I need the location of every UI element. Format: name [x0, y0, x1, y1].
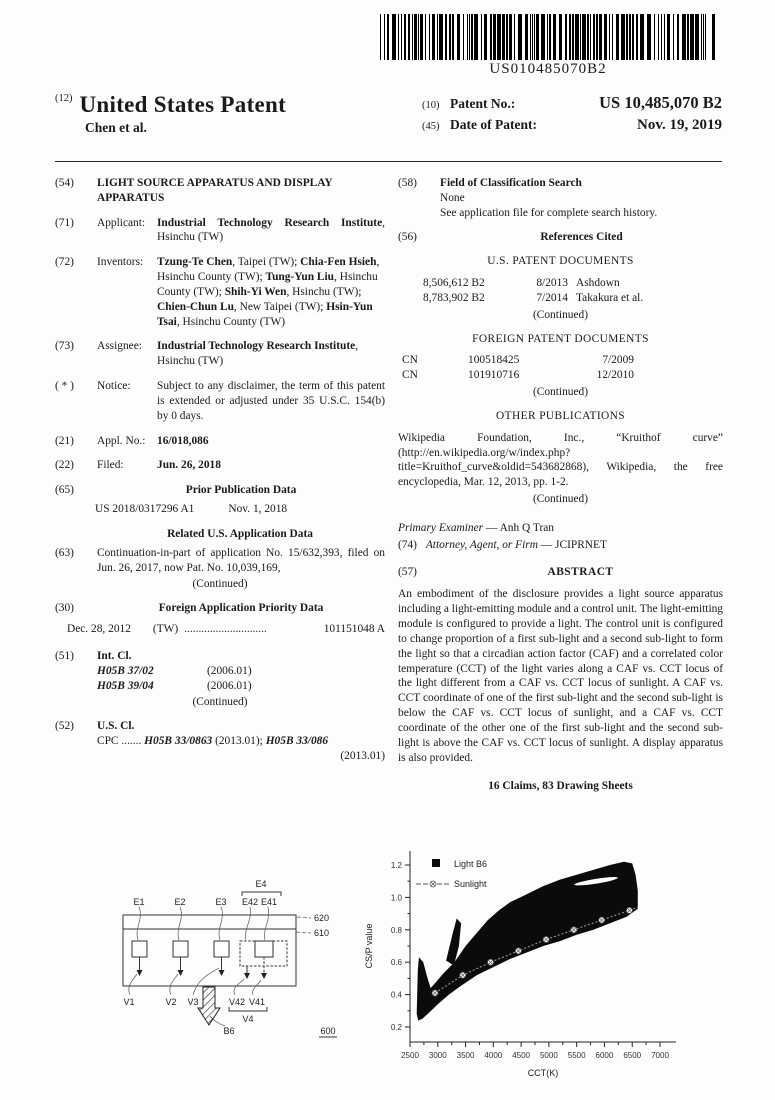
leader-v1 — [129, 974, 137, 995]
foreign-date: 12/2010 — [596, 369, 634, 382]
element-e2-box — [173, 941, 188, 957]
y-tick-label: 1.2 — [390, 861, 402, 870]
y-tick-label: 0.8 — [390, 925, 402, 935]
us-cl-label: U.S. Cl. — [97, 720, 135, 733]
tag-73: (73) — [55, 340, 74, 353]
barcode-number: US010485070B2 — [489, 61, 607, 77]
tag-72: (72) — [55, 256, 74, 269]
x-tick-label: 4500 — [512, 1051, 531, 1060]
assignee-label: Assignee: — [97, 340, 142, 353]
header-right — [422, 93, 722, 136]
x-tick-label: 6000 — [595, 1051, 614, 1060]
related-app-heading: Related U.S. Application Data — [167, 527, 313, 540]
int-cl-label: Int. Cl. — [97, 649, 132, 662]
label-v1: V1 — [123, 997, 135, 1007]
tag-52: (52) — [55, 720, 74, 733]
label-v2: V2 — [165, 997, 177, 1007]
cpc-line: CPC ....... H05B 33/0863 (2013.01); H05B 33/086 — [97, 735, 329, 748]
foreign-patent-row — [398, 368, 723, 383]
tag-63: (63) — [55, 546, 74, 559]
field-72 — [55, 255, 385, 329]
field-58 — [398, 176, 723, 220]
right-column — [398, 176, 723, 794]
title-line — [55, 93, 286, 116]
element-e3-box — [214, 941, 229, 957]
field-52 — [55, 719, 385, 763]
related-continued: (Continued) — [192, 578, 248, 591]
attorney-value: — JCIPRNET — [537, 538, 607, 551]
inventors-list: Tzung-Te Chen, Taipei (TW); Chia-Fen Hsieh, Hsinchu County (TW); Tung-Yun Liu, Hsinchu County (TW); Shih-Yi Wen, Hsinchu (TW); Chien-Chun Lu, New Taipei (TW); Hsin-Yun Tsai, Hsinchu County (TW) — [157, 256, 380, 328]
figure-number: 600 — [320, 1026, 336, 1036]
tag-56: (56) — [398, 231, 417, 244]
label-e3: E3 — [215, 897, 227, 907]
leader-e3 — [219, 907, 222, 940]
applicant-value: Industrial Technology Research Institute, Hsinchu (TW) — [157, 216, 385, 244]
attorney-line — [398, 538, 723, 553]
applicant-label: Applicant: — [97, 216, 146, 229]
caf-cct-chart — [358, 843, 735, 1095]
tag-51: (51) — [55, 649, 74, 662]
filed-value: Jun. 26, 2018 — [157, 459, 221, 472]
label-v3: V3 — [187, 997, 199, 1007]
primary-examiner-line — [398, 521, 723, 536]
tag-21: (21) — [55, 434, 74, 447]
leader-e2 — [178, 907, 181, 940]
field-30 — [55, 601, 385, 616]
field-71 — [55, 216, 385, 246]
tag-74: (74) — [398, 538, 417, 551]
primary-examiner-value: — Anh Q Tran — [483, 521, 554, 534]
tag-57: (57) — [398, 565, 417, 578]
x-tick-label: 6500 — [623, 1051, 642, 1060]
field-51 — [55, 649, 385, 693]
label-e4: E4 — [255, 879, 267, 889]
foreign-patent-docs-heading: FOREIGN PATENT DOCUMENTS — [472, 332, 649, 345]
x-tick-label: 2500 — [401, 1051, 419, 1060]
foreign-country: CN — [402, 354, 418, 367]
attorney-label: Attorney, Agent, or Firm — [425, 538, 538, 551]
patent-header — [55, 93, 722, 136]
other-publications-continued: (Continued) — [532, 493, 589, 506]
other-publications-text: Wikipedia Foundation, Inc., “Kruithof curve” (http://en.wikipedia.org/w/index.php?title=Kruithof_curve&oldid=543682868), Wikipedia, the free encyclopedia, Mar. 12, 2013, pp. 1-2. — [398, 431, 723, 489]
int-cl-class: H05B 37/02 — [97, 664, 154, 677]
references-cited-heading: References Cited — [540, 231, 623, 244]
us-patent-no: 8,506,612 B2 — [423, 277, 485, 290]
legend-light-b6: Light B6 — [454, 859, 488, 869]
us-patent-date: 8/2013 — [536, 277, 568, 290]
primary-examiner-label: Primary Examiner — [398, 521, 484, 534]
us-patents-continued: (Continued) — [532, 308, 589, 321]
appl-no-label: Appl. No.: — [97, 434, 146, 447]
patent-number-label: Patent No.: — [450, 96, 516, 111]
leader-e41 — [264, 907, 268, 940]
barcode-image — [378, 14, 718, 60]
label-e41: E41 — [260, 897, 278, 907]
element-e41-box — [255, 941, 273, 957]
combined-light-arrow-b6 — [198, 987, 220, 1025]
priority-number: 101151048 A — [323, 623, 385, 636]
label-b6: B6 — [223, 1026, 235, 1036]
leader-620 — [297, 917, 311, 918]
us-patent-date: 7/2014 — [536, 291, 568, 304]
patent-number-row — [422, 93, 722, 113]
tag-10: (10) — [422, 100, 440, 111]
label-620: 620 — [314, 913, 330, 923]
prior-pub-date: Nov. 1, 2018 — [228, 503, 288, 516]
field-22 — [55, 458, 385, 473]
tag-22: (22) — [55, 459, 74, 472]
left-column — [55, 176, 385, 774]
label-610: 610 — [314, 928, 330, 938]
x-tick-label: 4000 — [484, 1051, 503, 1060]
foreign-patent-rows — [398, 353, 723, 383]
us-patent-rows — [398, 276, 723, 306]
priority-data-row — [55, 622, 385, 637]
prior-pub-heading: Prior Publication Data — [185, 484, 297, 497]
abstract-heading-row — [398, 565, 723, 580]
us-patent-name: Ashdown — [576, 277, 620, 290]
tag-65: (65) — [55, 484, 74, 497]
label-e1: E1 — [133, 897, 145, 907]
classification-see-note: See application file for complete search history. — [440, 206, 658, 219]
cpc-tail: (2013.01) — [340, 749, 385, 762]
us-patent-docs-heading: U.S. PATENT DOCUMENTS — [487, 255, 634, 268]
x-tick-label: 5500 — [567, 1051, 586, 1060]
field-73 — [55, 339, 385, 369]
tag-30: (30) — [55, 602, 74, 615]
field-54 — [55, 176, 385, 206]
authors: Chen et al. — [85, 120, 147, 135]
tag-58: (58) — [398, 177, 417, 189]
label-e42: E42 — [241, 897, 259, 907]
field-56 — [398, 230, 723, 245]
header-left — [55, 93, 286, 136]
prior-pub-number: US 2018/0317296 A1 — [95, 503, 195, 516]
leader-e1 — [137, 907, 140, 940]
prior-pub-row — [55, 502, 385, 517]
abstract-text: An embodiment of the disclosure provides a light source apparatus including a light-emitting module and a control unit. The light-emitting module is configured to provide a light. The control unit is configured to change proportion of a first sub-light and a second sub-light to form the light so that a circadian action factor (CAF) and a correlated color temperature (CCT) of the light varies along a CAF vs. CCT locus of the light different from a CAF vs. CCT locus of sunlight. A CAF vs. CCT coordinate of one of the first sub-light and the second sub-light is below the CAF vs. CCT locus of sunlight, and a CAF vs. CCT coordinate of the other one of the first sub-light and the second sub-light is above the CAF vs. CCT locus of sunlight. A display apparatus is also provided. — [398, 588, 723, 764]
barcode-block — [378, 14, 718, 78]
us-patent-row — [398, 291, 723, 306]
claims-line: 16 Claims, 83 Drawing Sheets — [488, 780, 633, 793]
foreign-no: 100518425 — [468, 354, 520, 367]
y-tick-label: 0.2 — [390, 1023, 402, 1032]
header-divider — [55, 161, 722, 162]
priority-country: (TW) — [152, 623, 179, 636]
foreign-priority-heading: Foreign Application Priority Data — [158, 602, 324, 615]
document-title: United States Patent — [79, 92, 287, 117]
tag-45: (45) — [422, 121, 440, 132]
label-e2: E2 — [174, 897, 186, 907]
patent-figure-diagram — [85, 856, 385, 1091]
light-b6-data-cloud — [417, 862, 638, 1021]
x-tick-label: 3500 — [456, 1051, 475, 1060]
field-notice — [55, 379, 385, 423]
field-65 — [55, 483, 385, 498]
legend-sunlight: Sunlight — [454, 879, 487, 889]
patent-number-value: US 10,485,070 B2 — [599, 93, 722, 112]
us-patent-no: 8,783,902 B2 — [423, 291, 485, 304]
tag-71: (71) — [55, 216, 74, 229]
int-cl-class: H05B 39/04 — [97, 679, 154, 692]
brace-e4 — [242, 892, 281, 896]
int-cl-entries — [97, 664, 385, 694]
invention-title: LIGHT SOURCE APPARATUS AND DISPLAY APPARATUS — [97, 177, 333, 204]
label-v42: V42 — [228, 997, 246, 1007]
leader-e42 — [245, 907, 250, 940]
assignee-value: Industrial Technology Research Institute, Hsinchu (TW) — [157, 340, 359, 368]
x-tick-label: 5000 — [539, 1051, 558, 1060]
notice-text: Subject to any disclaimer, the term of this patent is extended or adjusted under 35 U.S.C. 154(b) by 0 days. — [157, 380, 385, 422]
inventors-label: Inventors: — [97, 256, 144, 269]
foreign-patent-row — [398, 353, 723, 368]
notice-label: Notice: — [97, 380, 131, 393]
y-axis-title: CS/P value — [364, 923, 374, 969]
leader-v2 — [170, 974, 178, 995]
element-e1-box — [132, 941, 147, 957]
leader-v42 — [234, 979, 244, 995]
device-body-rect — [123, 915, 296, 986]
int-cl-entry — [97, 664, 385, 679]
leader-610 — [296, 932, 311, 933]
appl-no-value: 16/018,086 — [157, 434, 209, 447]
foreign-date: 7/2009 — [602, 354, 634, 367]
legend-square-marker — [432, 859, 440, 867]
y-tick-label: 0.6 — [390, 958, 402, 968]
y-tick-label: 0.4 — [390, 990, 402, 1000]
x-axis-title: CCT(K) — [527, 1068, 559, 1078]
tag-notice: ( * ) — [55, 380, 74, 393]
tag-54: (54) — [55, 177, 74, 189]
classification-search-title: Field of Classification Search — [440, 177, 582, 189]
filed-label: Filed: — [97, 459, 124, 472]
int-cl-entry — [97, 679, 385, 694]
int-cl-version: (2006.01) — [207, 664, 252, 677]
tag-12: (12) — [55, 93, 73, 104]
us-patent-row — [398, 276, 723, 291]
priority-date: Dec. 28, 2012 — [67, 623, 131, 636]
field-63 — [55, 546, 385, 576]
priority-dots: ............................. — [184, 623, 267, 636]
patent-date-row — [422, 117, 722, 134]
us-patent-name: Takakura et al. — [576, 291, 644, 304]
field-21 — [55, 434, 385, 449]
patent-date-label: Date of Patent: — [450, 117, 537, 132]
brace-v4 — [229, 1007, 267, 1011]
classification-none: None — [440, 191, 465, 204]
int-cl-continued: (Continued) — [192, 696, 248, 709]
abstract-heading: ABSTRACT — [547, 565, 614, 578]
patent-date-value: Nov. 19, 2019 — [636, 117, 722, 133]
x-tick-label: 3000 — [428, 1051, 447, 1060]
foreign-no: 101910716 — [468, 369, 520, 382]
x-tick-label: 7000 — [651, 1051, 669, 1060]
int-cl-version: (2006.01) — [207, 679, 252, 692]
label-v4: V4 — [242, 1014, 254, 1024]
foreign-country: CN — [402, 369, 418, 382]
foreign-patents-continued: (Continued) — [532, 386, 589, 399]
continuation-text: Continuation-in-part of application No. 15/632,393, filed on Jun. 26, 2017, now Pat. No. 10,039,169, — [97, 546, 385, 574]
y-tick-label: 1.0 — [390, 893, 402, 903]
leader-v41 — [253, 980, 261, 995]
other-publications-heading: OTHER PUBLICATIONS — [495, 409, 626, 422]
label-v4-1: V41 — [248, 997, 266, 1007]
